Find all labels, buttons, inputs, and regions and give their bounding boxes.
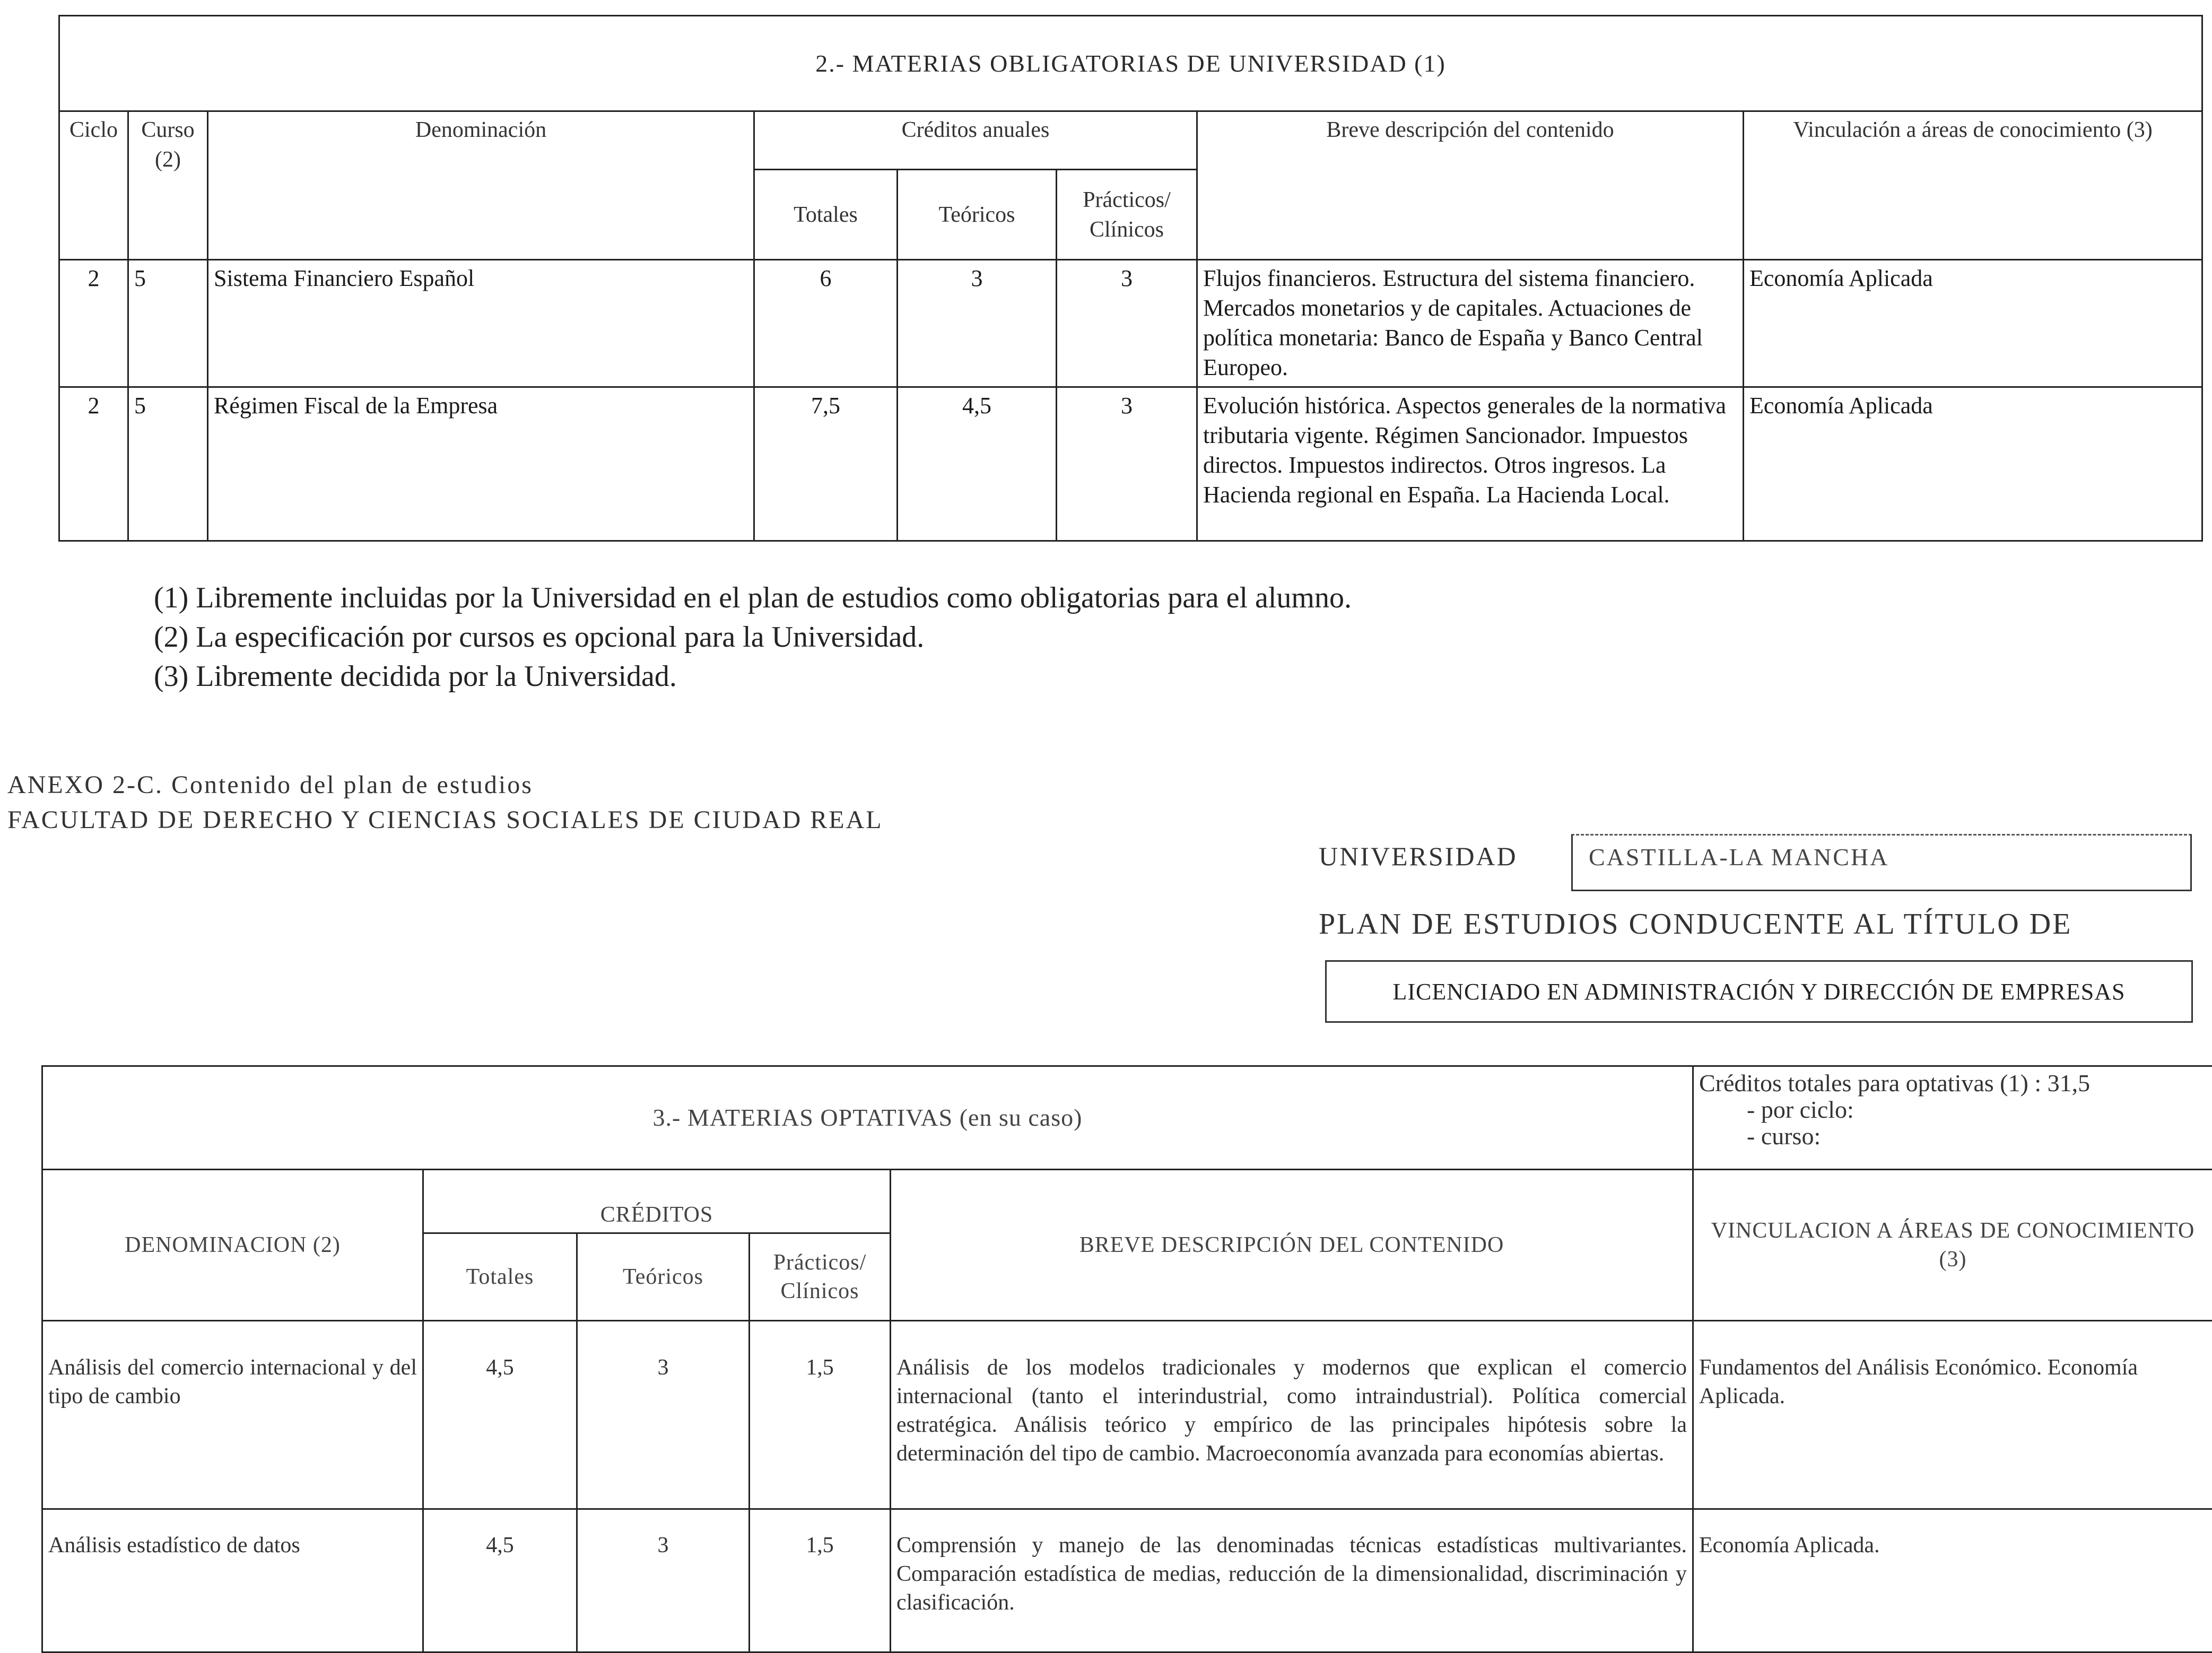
cell-totales: 4,5 <box>423 1509 577 1652</box>
cell-teoricos: 3 <box>577 1321 750 1509</box>
cell-teoricos: 3 <box>577 1509 750 1652</box>
universidad-value: CASTILLA-LA MANCHA <box>1571 834 2192 891</box>
header-descripcion: Breve descripción del contenido <box>1197 111 1744 260</box>
cell-practicos: 3 <box>1057 387 1197 541</box>
cell-ciclo: 2 <box>59 387 128 541</box>
cell-vinculacion: Fundamentos del Análisis Económico. Economía Aplicada. <box>1693 1321 2212 1509</box>
header-descripcion: BREVE DESCRIPCIÓN DEL CONTENIDO <box>891 1170 1693 1321</box>
header-creditos: CRÉDITOS <box>423 1170 891 1233</box>
cell-practicos: 1,5 <box>750 1321 891 1509</box>
por-ciclo: - por ciclo: <box>1699 1097 2207 1123</box>
cell-descripcion: Evolución histórica. Aspectos generales de la normativa tributaria vigente. Régimen Sancionador. Impuestos directos. Impuestos indirectos. Otros ingresos. La Hacienda regional en España. La Hacienda Local. <box>1197 387 1744 541</box>
table-materias-optativas <box>41 1065 2212 1653</box>
footnote-2: (2) La especificación por cursos es opcional para la Universidad. <box>154 617 1904 657</box>
footnote-1: (1) Libremente incluidas por la Universidad en el plan de estudios como obligatorias para el alumno. <box>154 578 1904 617</box>
table-row <box>42 1509 2212 1652</box>
cell-denominacion: Análisis del comercio internacional y del tipo de cambio <box>42 1321 423 1509</box>
table-row <box>42 1321 2212 1509</box>
header-teoricos: Teóricos <box>898 170 1057 260</box>
header-creditos: Créditos anuales <box>754 111 1197 170</box>
cell-teoricos: 3 <box>898 260 1057 387</box>
cell-totales: 4,5 <box>423 1321 577 1509</box>
header-vinculacion: Vinculación a áreas de conocimiento (3) <box>1744 111 2202 260</box>
cell-curso: 5 <box>128 260 208 387</box>
header-totales: Totales <box>754 170 898 260</box>
cell-practicos: 1,5 <box>750 1509 891 1652</box>
header-curso: Curso (2) <box>128 111 208 260</box>
optativas-title: 3.- MATERIAS OPTATIVAS (en su caso) <box>42 1066 1693 1170</box>
header-vinculacion: VINCULACION A ÁREAS DE CONOCIMIENTO (3) <box>1693 1170 2212 1321</box>
cell-denominacion: Régimen Fiscal de la Empresa <box>208 387 754 541</box>
cell-descripcion: Análisis de los modelos tradicionales y modernos que explican el comercio internacional (tanto el interindustrial, como intraindustrial). Política comercial estratégica. Análisis teórico y empírico de las principales hipótesis sobre la determinación del tipo de cambio. Macroeconomía avanzada para economías abiertas. <box>891 1321 1693 1509</box>
footnotes <box>154 578 1904 696</box>
titulo-value: LICENCIADO EN ADMINISTRACIÓN Y DIRECCIÓN DE EMPRESAS <box>1325 960 2193 1023</box>
table-row <box>59 260 2202 387</box>
cell-practicos: 3 <box>1057 260 1197 387</box>
cell-ciclo: 2 <box>59 260 128 387</box>
header-totales: Totales <box>423 1233 577 1321</box>
cell-denominacion: Análisis estadístico de datos <box>42 1509 423 1652</box>
annex-line-2: FACULTAD DE DERECHO Y CIENCIAS SOCIALES DE CIUDAD REAL <box>7 805 883 834</box>
header-teoricos: Teóricos <box>577 1233 750 1321</box>
cell-denominacion: Sistema Financiero Español <box>208 260 754 387</box>
universidad-label: UNIVERSIDAD <box>1319 841 1518 872</box>
cell-descripcion: Comprensión y manejo de las denominadas técnicas estadísticas multivariantes. Comparación estadística de medias, reducción de la dimensionalidad, discriminación y clasificación. <box>891 1509 1693 1652</box>
cell-vinculacion: Economía Aplicada. <box>1693 1509 2212 1652</box>
header-denominacion: Denominación <box>208 111 754 260</box>
cell-descripcion: Flujos financieros. Estructura del sistema financiero. Mercados monetarios y de capitales. Actuaciones de política monetaria: Banco de España y Banco Central Europeo. <box>1197 260 1744 387</box>
cell-curso: 5 <box>128 387 208 541</box>
header-ciclo: Ciclo <box>59 111 128 260</box>
plan-label: PLAN DE ESTUDIOS CONDUCENTE AL TÍTULO DE <box>1319 907 2072 941</box>
por-curso: - curso: <box>1699 1123 2207 1150</box>
section-title: 2.- MATERIAS OBLIGATORIAS DE UNIVERSIDAD (1) <box>59 16 2202 111</box>
creditos-totales-box <box>1693 1066 2212 1170</box>
annex-line-1: ANEXO 2-C. Contenido del plan de estudios <box>7 770 533 799</box>
header-practicos: Prácticos/ Clínicos <box>1057 170 1197 260</box>
footnote-3: (3) Libremente decidida por la Universidad. <box>154 657 1904 696</box>
header-practicos: Prácticos/ Clínicos <box>750 1233 891 1321</box>
table-row <box>59 387 2202 541</box>
cell-totales: 7,5 <box>754 387 898 541</box>
creditos-totales: Créditos totales para optativas (1) : 31,5 <box>1699 1070 2207 1097</box>
cell-teoricos: 4,5 <box>898 387 1057 541</box>
cell-totales: 6 <box>754 260 898 387</box>
table-materias-obligatorias <box>58 15 2203 542</box>
cell-vinculacion: Economía Aplicada <box>1744 260 2202 387</box>
cell-vinculacion: Economía Aplicada <box>1744 387 2202 541</box>
header-denominacion: DENOMINACION (2) <box>42 1170 423 1321</box>
